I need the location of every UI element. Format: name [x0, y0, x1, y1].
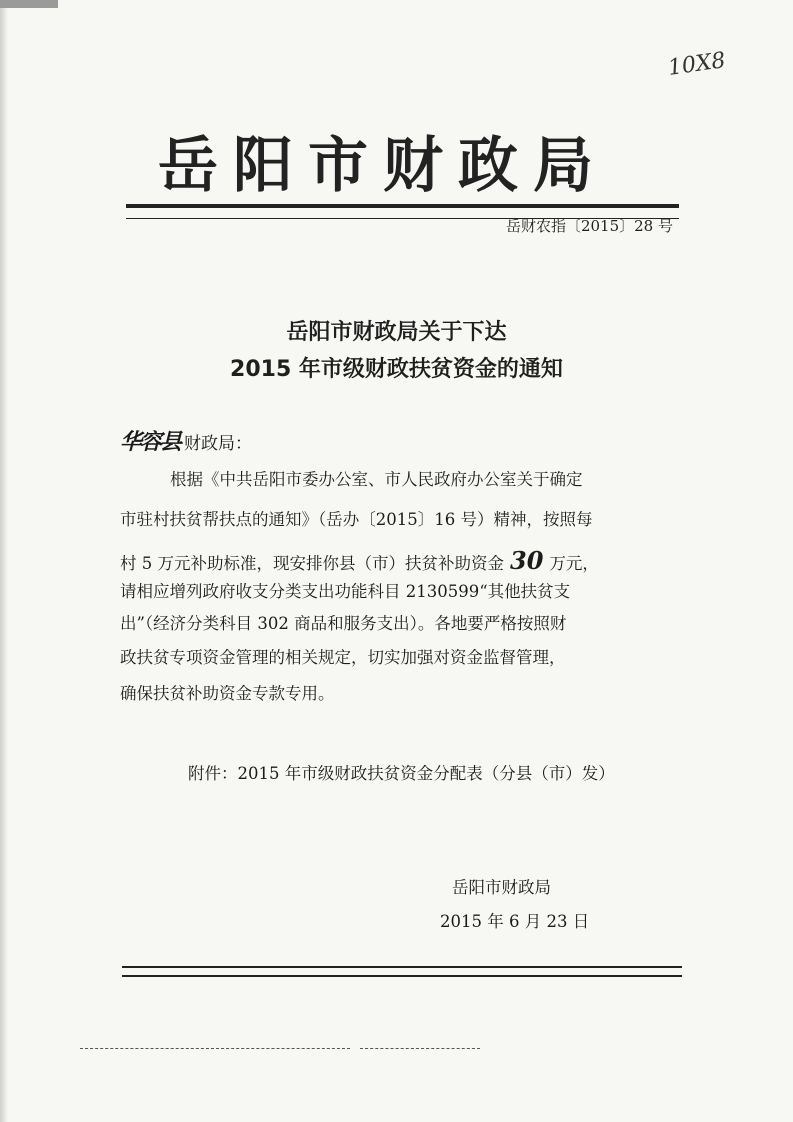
scan-edge-shadow [0, 0, 8, 1122]
document-number: 岳财农指〔2015〕28 号 [505, 217, 673, 235]
signature-date: 2015 年 6 月 23 日 [440, 912, 590, 931]
handwritten-county-name: 华容县 [120, 429, 181, 455]
body-line-1: 根据《中共岳阳市委办公室、市人民政府办公室关于确定 [170, 470, 583, 489]
handwritten-amount: 30 [510, 546, 544, 575]
body-line-6: 政扶贫专项资金管理的相关规定，切实加强对资金监督管理， [120, 648, 566, 667]
salutation-text: 财政局： [184, 434, 253, 454]
body-line-5: 出”（经济分类科目 302 商品和服务支出）。各地要严格按照财 [120, 614, 567, 633]
scan-corner-mark [0, 0, 58, 8]
body-line-4: 请相应增列政府收支分类支出功能科目 2130599“其他扶贫支 [120, 582, 571, 601]
body-line-2: 市驻村扶贫帮扶点的通知》（岳办〔2015〕16 号）精神，按照每 [120, 510, 593, 529]
scan-artifact-line [360, 1048, 480, 1049]
body-line-3-prefix: 村 5 万元补助标准，现安排你县（市）扶贫补助资金 [120, 554, 504, 573]
signature-organization: 岳阳市财政局 [452, 878, 551, 897]
notice-title-line-2: 2015 年市级财政扶贫资金的通知 [230, 357, 563, 382]
body-line-3 [120, 546, 599, 575]
body-line-3-suffix: 万元， [549, 554, 599, 573]
salutation [120, 425, 252, 456]
scan-artifact-line [80, 1048, 350, 1049]
body-line-7: 确保扶贫补助资金专款专用。 [120, 684, 335, 703]
attachment-note: 附件：2015 年市级财政扶贫资金分配表（分县（市）发） [188, 764, 615, 783]
notice-title-line-1: 岳阳市财政局关于下达 [286, 320, 507, 345]
footer-divider [122, 966, 682, 977]
masthead-title: 岳阳市财政局 [158, 131, 608, 201]
handwritten-note: 10X8 [666, 48, 728, 81]
